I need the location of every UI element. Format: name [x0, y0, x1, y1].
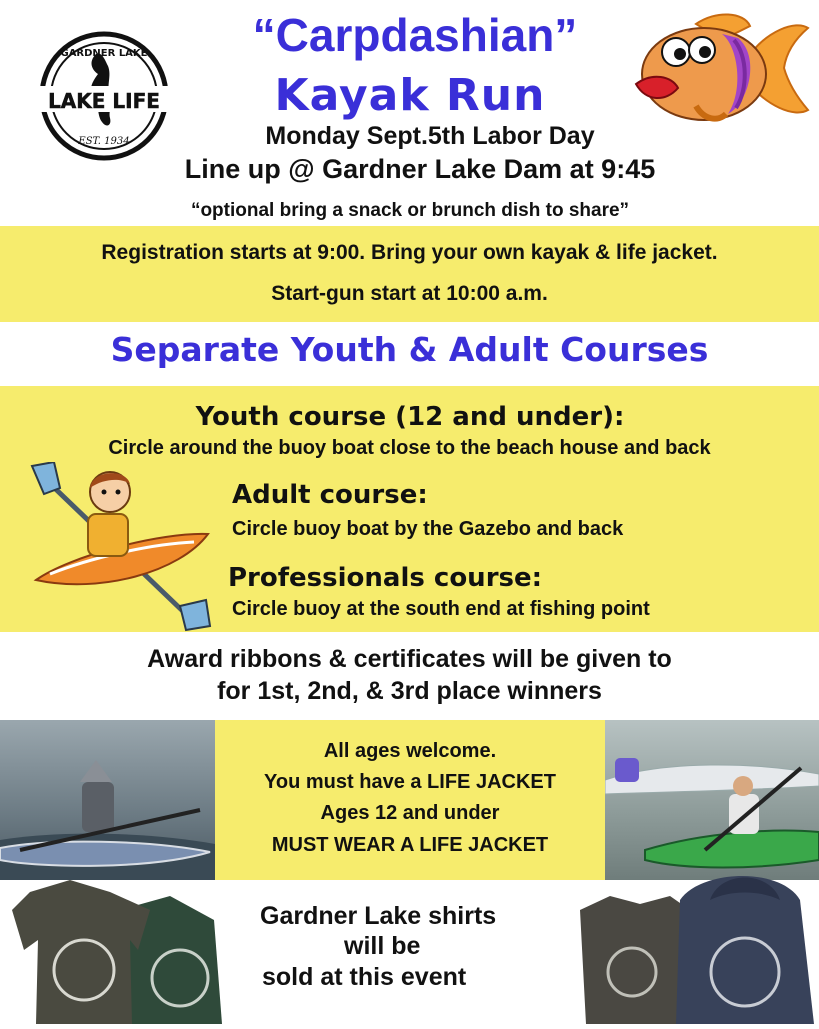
- kayaker-illustration: [30, 462, 220, 632]
- awards-line-2: for 1st, 2nd, & 3rd place winners: [217, 677, 602, 705]
- event-date: Monday Sept.5th Labor Day: [265, 122, 595, 150]
- youth-course-heading: Youth course (12 and under):: [195, 402, 625, 432]
- ages-line-4: MUST WEAR A LIFE JACKET: [271, 834, 549, 856]
- registration-line-1: Registration starts at 9:00. Bring your own kayak & life jacket.: [101, 241, 718, 264]
- shirts-photo-left: [0, 880, 230, 1024]
- awards-line-1: Award ribbons & certificates will be given to: [147, 645, 672, 673]
- shirts-line-2: will be: [344, 932, 421, 960]
- ages-line-3: Ages 12 and under: [320, 802, 500, 824]
- ages-line-2: You must have a LIFE JACKET: [264, 771, 556, 793]
- kayaker-photo-right: [605, 720, 819, 880]
- courses-heading: Separate Youth & Adult Courses: [110, 330, 709, 369]
- registration-line-2: Start-gun start at 10:00 a.m.: [271, 282, 548, 305]
- logo-top-text: GARDNER LAKE: [60, 48, 148, 59]
- shirts-line-1: Gardner Lake shirts: [260, 902, 497, 930]
- adult-course-heading: Adult course:: [232, 480, 428, 510]
- event-title: “Carpdashian”: [252, 9, 578, 61]
- youth-course-text: Circle around the buoy boat close to the beach house and back: [108, 437, 711, 459]
- optional-note: “optional bring a snack or brunch dish to share”: [190, 200, 630, 221]
- logo-est-text: EST. 1934: [78, 136, 130, 147]
- adult-course-text: Circle buoy boat by the Gazebo and back: [232, 518, 624, 540]
- pro-course-text: Circle buoy at the south end at fishing point: [232, 598, 650, 620]
- kayaker-icon: [30, 462, 220, 632]
- logo-main-text: LAKE LIFE: [48, 89, 160, 113]
- event-subtitle: Kayak Run: [274, 70, 546, 121]
- kayaker-photo-left: [0, 720, 215, 880]
- lineup-info: Line up @ Gardner Lake Dam at 9:45: [184, 154, 656, 184]
- shirts-photo-right: [570, 860, 819, 1024]
- shirts-line-3: sold at this event: [262, 963, 467, 991]
- pro-course-heading: Professionals course:: [228, 563, 543, 593]
- ages-line-1: All ages welcome.: [323, 740, 497, 762]
